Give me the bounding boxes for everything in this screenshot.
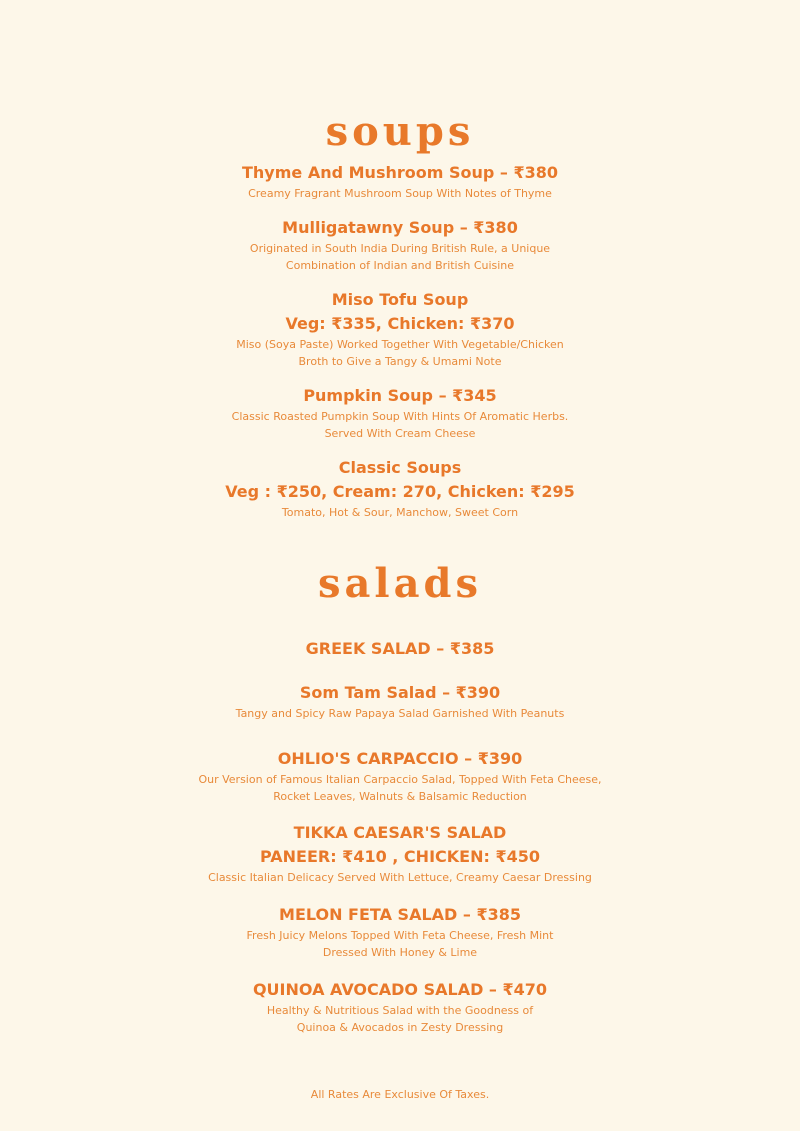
item-name: Mulligatawny Soup – ₹380 <box>282 218 518 237</box>
item-name: Pumpkin Soup – ₹345 <box>303 386 497 405</box>
soups-heading: soups <box>325 108 475 155</box>
item-description: Classic Roasted Pumpkin Soup With Hints Of Aromatic Herbs. <box>231 410 569 423</box>
salads-heading: salads <box>317 560 483 607</box>
item-name: OHLIO'S CARPACCIO – ₹390 <box>277 749 523 768</box>
item-name: Classic Soups <box>338 458 462 477</box>
item-name: Thyme And Mushroom Soup – ₹380 <box>242 163 558 182</box>
item-description: Creamy Fragrant Mushroom Soup With Notes of Thyme <box>248 187 552 200</box>
soup-item-miso-tofu <box>0 288 800 370</box>
item-description-line2: Served With Cream Cheese <box>324 427 476 440</box>
soup-item-pumpkin <box>0 384 800 442</box>
item-description-line2: Quinoa & Avocados in Zesty Dressing <box>296 1021 504 1034</box>
item-description-line2: Broth to Give a Tangy & Umami Note <box>298 355 502 368</box>
soup-item-classic <box>0 456 800 521</box>
soup-item-mulligatawny <box>0 216 800 274</box>
salad-item-greek <box>0 637 800 661</box>
tax-note: All Rates Are Exclusive Of Taxes. <box>310 1088 490 1101</box>
salad-item-tikka-caesar <box>0 821 800 886</box>
item-description: Healthy & Nutritious Salad with the Goodness of <box>266 1004 534 1017</box>
item-description: Tomato, Hot & Sour, Manchow, Sweet Corn <box>281 506 519 519</box>
item-price: Veg : ₹250, Cream: 270, Chicken: ₹295 <box>225 482 575 501</box>
item-description-line2: Combination of Indian and British Cuisine <box>285 259 515 272</box>
item-description: Miso (Soya Paste) Worked Together With Vegetable/Chicken <box>236 338 564 351</box>
item-description: Fresh Juicy Melons Topped With Feta Cheese, Fresh Mint <box>246 929 554 942</box>
item-description-line2: Dressed With Honey & Lime <box>322 946 478 959</box>
item-description: Classic Italian Delicacy Served With Lettuce, Creamy Caesar Dressing <box>208 871 592 884</box>
item-name: Som Tam Salad – ₹390 <box>299 683 501 702</box>
salad-item-quinoa-avocado <box>0 978 800 1036</box>
salad-item-melon-feta <box>0 903 800 961</box>
item-description: Tangy and Spicy Raw Papaya Salad Garnished With Peanuts <box>235 707 565 720</box>
item-description: Our Version of Famous Italian Carpaccio Salad, Topped With Feta Cheese, <box>198 773 602 786</box>
soup-item-thyme-mushroom <box>0 161 800 202</box>
item-name: MELON FETA SALAD – ₹385 <box>279 905 521 924</box>
item-price: PANEER: ₹410 , CHICKEN: ₹450 <box>260 847 540 866</box>
item-price: Veg: ₹335, Chicken: ₹370 <box>285 314 515 333</box>
item-name: Miso Tofu Soup <box>331 290 469 309</box>
item-name: TIKKA CAESAR'S SALAD <box>293 823 507 842</box>
item-description-line2: Rocket Leaves, Walnuts & Balsamic Reduction <box>273 790 527 803</box>
item-name: QUINOA AVOCADO SALAD – ₹470 <box>252 980 548 999</box>
item-name: GREEK SALAD – ₹385 <box>305 639 495 658</box>
salad-item-carpaccio <box>0 747 800 805</box>
item-description: Originated in South India During British Rule, a Unique <box>249 242 551 255</box>
salad-item-som-tam <box>0 681 800 722</box>
